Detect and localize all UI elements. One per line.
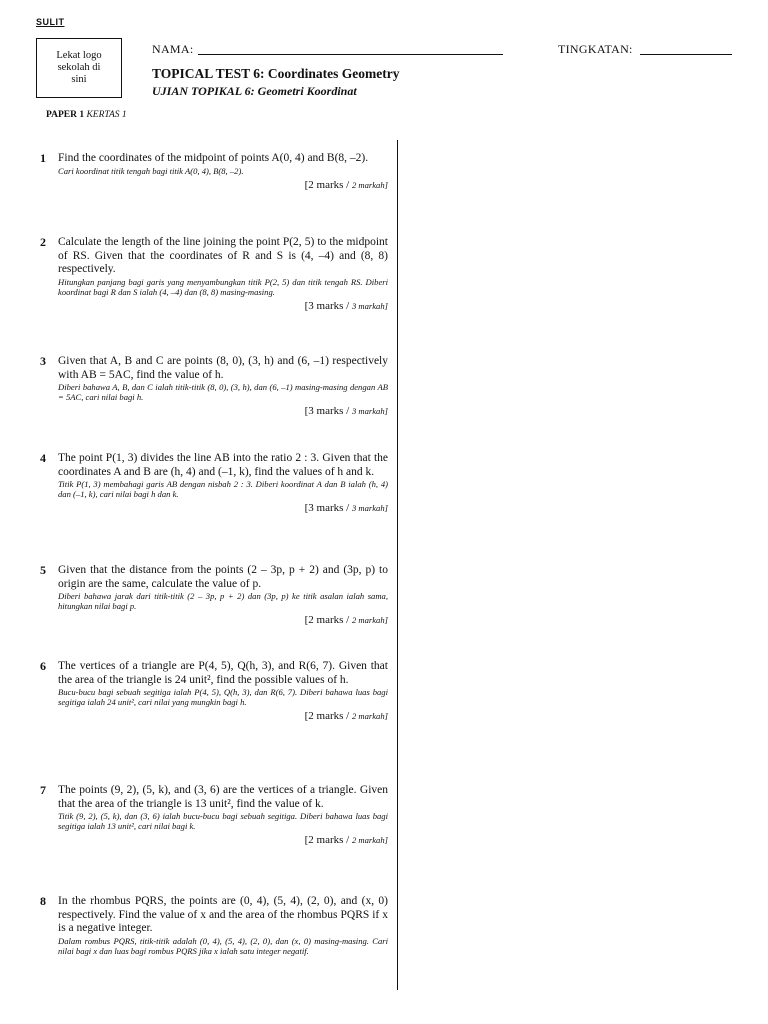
- question-3: 3 Given that A, B and C are points (8, 0), (3, h) and (6, –1) respectively with AB = 5AC, find the value of h. Diberi bahawa A, B, dan C ialah titik-titik (8, 0), (3, h), dan (6, –1) masing-masing dengan AB = 5AC, cari nilai bagi h. [3 marks / 3 markah]: [40, 354, 388, 417]
- sulit-label: SULIT: [36, 17, 65, 27]
- nama-field[interactable]: [198, 54, 503, 55]
- question-2: 2 Calculate the length of the line joining the point P(2, 5) to the midpoint of RS. Given that the coordinates of R and S is (4, –4) and (8, 8) respectively. Hitungkan panjang bagi garis yang menyambungkan titik P(2, 5) dan titik tengah RS. Diberi koordinat bagi R dan S ialah (4, –4) dan (8, 8) masing-masing. [3 marks / 3 markah]: [40, 235, 388, 312]
- question-6: 6 The vertices of a triangle are P(4, 5), Q(h, 3), and R(6, 7). Given that the area of the triangle is 24 unit², find the possible values of h. Bucu-bucu bagi sebuah segitiga ialah P(4, 5), Q(h, 3), dan R(6, 7). Diberi bahawa luas bagi segitiga ialah 24 unit², cari nilai yang mungkin bagi h. [2 marks / 2 markah]: [40, 659, 388, 722]
- tingkatan-field[interactable]: [640, 54, 732, 55]
- tingkatan-label: TINGKATAN:: [558, 42, 633, 56]
- nama-label: NAMA:: [152, 42, 194, 56]
- paper-label: PAPER 1 KERTAS 1: [46, 110, 127, 120]
- question-5: 5 Given that the distance from the points (2 – 3p, p + 2) and (3p, p) to origin are the same, calculate the value of p. Diberi bahawa jarak dari titik-titik (2 – 3p, p + 2) dan (3p, p) ke titik asalan ialah sama, hitungkan nilai bagi p. [2 marks / 2 markah]: [40, 563, 388, 626]
- question-8: 8 In the rhombus PQRS, the points are (0, 4), (5, 4), (2, 0), and (x, 0) respectively. Find the value of x and the area of the rhombus PQRS if x is a negative integer. Dalam rombus PQRS, titik-titik adalah (0, 4), (5, 4), (2, 0), dan (x, 0) masing-masing. Cari nilai bagi x dan luas bagi rombus PQRS jika x ialah satu integer negatif.: [40, 894, 388, 956]
- logo-placeholder: Lekat logo sekolah di sini: [36, 38, 122, 98]
- column-divider: [397, 140, 398, 990]
- question-1: 1 Find the coordinates of the midpoint of points A(0, 4) and B(8, –2). Cari koordinat titik tengah bagi titik A(0, 4), B(8, –2). [2 marks / 2 markah]: [40, 151, 388, 191]
- test-subtitle: UJIAN TOPIKAL 6: Geometri Koordinat: [152, 84, 357, 98]
- question-4: 4 The point P(1, 3) divides the line AB into the ratio 2 : 3. Given that the coordinates A and B are (h, 4) and (–1, k), find the values of h and k. Titik P(1, 3) membahagi garis AB dengan nisbah 2 : 3. Diberi koordinat A dan B ialah (h, 4) dan (–1, k), cari nilai bagi h dan k. [3 marks / 3 markah]: [40, 451, 388, 514]
- test-title: TOPICAL TEST 6: Coordinates Geometry: [152, 66, 400, 81]
- question-7: 7 The points (9, 2), (5, k), and (3, 6) are the vertices of a triangle. Given that the area of the triangle is 13 unit², find the value of k. Titik (9, 2), (5, k), dan (3, 6) ialah bucu-bucu bagi sebuah segitiga. Diberi bahawa luas bagi segitiga ialah 13 unit², cari nilai bagi k. [2 marks / 2 markah]: [40, 783, 388, 846]
